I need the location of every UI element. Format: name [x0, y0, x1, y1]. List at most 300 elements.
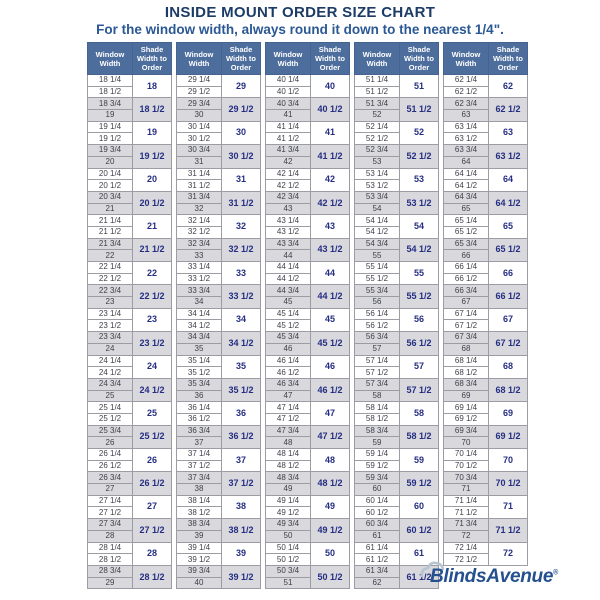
window-width-cell: 52 — [355, 110, 400, 122]
shade-width-cell: 56 1/2 — [400, 332, 439, 355]
window-width-cell: 53 1/4 — [355, 168, 400, 180]
window-width-cell: 61 — [355, 530, 400, 542]
window-width-cell: 42 — [266, 156, 311, 168]
table-row — [177, 168, 261, 180]
table-row — [177, 472, 261, 484]
table-row — [177, 495, 261, 507]
window-width-cell: 25 1/4 — [88, 402, 133, 414]
table-row — [266, 332, 350, 344]
table-row — [444, 75, 528, 87]
shade-width-cell: 26 1/2 — [133, 472, 172, 495]
window-width-cell: 24 1/2 — [88, 367, 133, 379]
window-width-cell: 20 1/4 — [88, 168, 133, 180]
window-width-cell: 50 1/2 — [266, 554, 311, 566]
shade-width-cell: 70 — [489, 449, 528, 472]
window-width-cell: 35 1/2 — [177, 367, 222, 379]
window-width-cell: 63 — [444, 110, 489, 122]
window-width-cell: 42 1/2 — [266, 180, 311, 192]
window-width-cell: 58 — [355, 390, 400, 402]
shade-width-cell: 67 1/2 — [489, 332, 528, 355]
window-width-cell: 48 3/4 — [266, 472, 311, 484]
window-width-cell: 70 — [444, 437, 489, 449]
window-width-cell: 30 3/4 — [177, 145, 222, 157]
shade-width-cell: 31 — [222, 168, 261, 191]
window-width-cell: 54 1/2 — [355, 226, 400, 238]
window-width-cell: 37 1/4 — [177, 449, 222, 461]
window-width-cell: 45 3/4 — [266, 332, 311, 344]
shade-width-cell: 19 — [133, 121, 172, 144]
shade-width-cell: 60 — [400, 495, 439, 518]
shade-width-cell: 72 — [489, 542, 528, 565]
table-row — [177, 332, 261, 344]
table-row — [88, 75, 172, 87]
table-row — [444, 449, 528, 461]
window-width-cell: 49 3/4 — [266, 519, 311, 531]
table-row — [266, 191, 350, 203]
window-width-cell: 65 — [444, 203, 489, 215]
shade-width-cell: 63 1/2 — [489, 145, 528, 168]
shade-width-cell: 25 — [133, 402, 172, 425]
shade-width-cell: 28 — [133, 542, 172, 565]
shade-width-cell: 22 — [133, 262, 172, 285]
window-width-cell: 40 3/4 — [266, 98, 311, 110]
shade-width-cell: 24 — [133, 355, 172, 378]
table-row — [266, 355, 350, 367]
table-row — [355, 121, 439, 133]
window-width-cell: 29 1/4 — [177, 75, 222, 87]
shade-width-cell: 42 — [311, 168, 350, 191]
table-row — [444, 285, 528, 297]
window-width-cell: 33 1/2 — [177, 273, 222, 285]
window-width-cell: 70 1/4 — [444, 449, 489, 461]
window-width-cell: 46 1/2 — [266, 367, 311, 379]
table-row — [88, 542, 172, 554]
window-width-cell: 23 1/4 — [88, 308, 133, 320]
window-width-cell: 36 — [177, 390, 222, 402]
shade-width-cell: 40 1/2 — [311, 98, 350, 121]
table-row — [88, 332, 172, 344]
shade-width-cell: 26 — [133, 449, 172, 472]
table-row — [266, 262, 350, 274]
shade-width-cell: 20 — [133, 168, 172, 191]
window-width-cell: 32 1/2 — [177, 226, 222, 238]
window-width-cell: 59 3/4 — [355, 472, 400, 484]
shade-width-cell: 21 1/2 — [133, 238, 172, 261]
chart-column-4 — [354, 42, 439, 589]
shade-width-cell: 43 1/2 — [311, 238, 350, 261]
window-width-cell: 21 1/4 — [88, 215, 133, 227]
table-row — [177, 308, 261, 320]
table-row — [88, 472, 172, 484]
table-row — [177, 519, 261, 531]
window-width-cell: 53 — [355, 156, 400, 168]
shade-width-cell: 61 — [400, 542, 439, 565]
window-width-cell: 68 1/4 — [444, 355, 489, 367]
window-width-cell: 55 1/2 — [355, 273, 400, 285]
shade-width-cell: 48 — [311, 449, 350, 472]
window-width-cell: 71 — [444, 484, 489, 496]
shade-width-cell: 31 1/2 — [222, 191, 261, 214]
shade-width-cell: 19 1/2 — [133, 145, 172, 168]
shade-width-cell: 56 — [400, 308, 439, 331]
table-row — [444, 98, 528, 110]
table-row — [177, 145, 261, 157]
shade-width-cell: 53 1/2 — [400, 191, 439, 214]
window-width-cell: 23 1/2 — [88, 320, 133, 332]
window-width-cell: 28 1/4 — [88, 542, 133, 554]
table-row — [444, 262, 528, 274]
shade-width-cell: 45 1/2 — [311, 332, 350, 355]
window-width-cell: 46 1/4 — [266, 355, 311, 367]
table-row — [355, 262, 439, 274]
window-width-cell: 57 3/4 — [355, 378, 400, 390]
shade-width-cell: 25 1/2 — [133, 425, 172, 448]
chart-column-1 — [87, 42, 172, 589]
window-width-cell: 56 1/4 — [355, 308, 400, 320]
shade-width-cell: 40 — [311, 75, 350, 98]
window-width-cell: 38 1/2 — [177, 507, 222, 519]
window-width-cell: 69 3/4 — [444, 425, 489, 437]
table-row — [88, 215, 172, 227]
table-row — [444, 495, 528, 507]
window-width-cell: 31 1/4 — [177, 168, 222, 180]
window-width-cell: 20 3/4 — [88, 191, 133, 203]
window-width-cell: 18 1/4 — [88, 75, 133, 87]
window-width-cell: 37 — [177, 437, 222, 449]
window-width-cell: 29 1/2 — [177, 86, 222, 98]
table-row — [177, 98, 261, 110]
table-row — [177, 238, 261, 250]
window-width-cell: 58 3/4 — [355, 425, 400, 437]
shade-width-cell: 46 1/2 — [311, 378, 350, 401]
table-row — [444, 519, 528, 531]
window-width-cell: 19 1/4 — [88, 121, 133, 133]
window-width-cell: 48 — [266, 437, 311, 449]
window-width-cell: 47 1/2 — [266, 413, 311, 425]
shade-width-cell: 50 — [311, 542, 350, 565]
table-row — [88, 262, 172, 274]
table-row — [444, 191, 528, 203]
window-width-cell: 71 1/2 — [444, 507, 489, 519]
table-row — [88, 308, 172, 320]
window-width-cell: 51 1/4 — [355, 75, 400, 87]
window-width-cell: 33 — [177, 250, 222, 262]
shade-width-cell: 62 — [489, 75, 528, 98]
window-width-cell: 34 1/4 — [177, 308, 222, 320]
table-row — [355, 378, 439, 390]
window-width-cell: 39 3/4 — [177, 565, 222, 577]
table-row — [444, 168, 528, 180]
window-width-cell: 55 1/4 — [355, 262, 400, 274]
window-width-cell: 30 — [177, 110, 222, 122]
window-width-cell: 56 1/2 — [355, 320, 400, 332]
window-width-cell: 43 — [266, 203, 311, 215]
window-width-cell: 56 — [355, 297, 400, 309]
window-width-cell: 43 1/4 — [266, 215, 311, 227]
window-width-cell: 68 — [444, 343, 489, 355]
window-width-cell: 70 1/2 — [444, 460, 489, 472]
window-width-cell: 29 3/4 — [177, 98, 222, 110]
table-row — [88, 402, 172, 414]
window-width-cell: 68 1/2 — [444, 367, 489, 379]
shade-width-cell: 53 — [400, 168, 439, 191]
table-row — [444, 121, 528, 133]
table-row — [355, 191, 439, 203]
table-row — [177, 425, 261, 437]
table-row — [355, 308, 439, 320]
window-width-cell: 19 1/2 — [88, 133, 133, 145]
table-row — [177, 565, 261, 577]
window-width-cell: 50 1/4 — [266, 542, 311, 554]
shade-width-cell: 33 1/2 — [222, 285, 261, 308]
window-width-cell: 49 1/4 — [266, 495, 311, 507]
shade-width-cell: 35 1/2 — [222, 378, 261, 401]
shade-width-header: Shade Width to Order — [311, 43, 350, 75]
window-width-cell: 63 3/4 — [444, 145, 489, 157]
shade-width-cell: 32 1/2 — [222, 238, 261, 261]
window-width-cell: 57 — [355, 343, 400, 355]
table-row — [266, 472, 350, 484]
shade-width-header: Shade Width to Order — [489, 43, 528, 75]
table-row — [88, 285, 172, 297]
shade-width-cell: 32 — [222, 215, 261, 238]
window-width-cell: 62 — [355, 577, 400, 589]
window-width-cell: 23 3/4 — [88, 332, 133, 344]
shade-width-cell: 55 — [400, 262, 439, 285]
window-width-cell: 55 3/4 — [355, 285, 400, 297]
shade-width-cell: 65 1/2 — [489, 238, 528, 261]
table-row — [177, 121, 261, 133]
table-row — [266, 542, 350, 554]
shade-width-cell: 61 1/2 — [400, 565, 439, 588]
table-row — [177, 191, 261, 203]
shade-width-header: Shade Width to Order — [222, 43, 261, 75]
window-width-cell: 59 1/2 — [355, 460, 400, 472]
window-width-cell: 71 3/4 — [444, 519, 489, 531]
window-width-cell: 63 1/4 — [444, 121, 489, 133]
table-row — [355, 355, 439, 367]
table-row — [266, 98, 350, 110]
window-width-cell: 47 3/4 — [266, 425, 311, 437]
window-width-cell: 60 1/4 — [355, 495, 400, 507]
table-row — [177, 262, 261, 274]
window-width-cell: 19 3/4 — [88, 145, 133, 157]
shade-width-cell: 68 — [489, 355, 528, 378]
window-width-cell: 62 3/4 — [444, 98, 489, 110]
table-row — [88, 495, 172, 507]
table-row — [355, 495, 439, 507]
blindsavenue-logo — [420, 558, 580, 592]
window-width-cell: 59 1/4 — [355, 449, 400, 461]
window-width-cell: 52 1/2 — [355, 133, 400, 145]
shade-width-cell: 54 — [400, 215, 439, 238]
shade-width-cell: 22 1/2 — [133, 285, 172, 308]
shade-width-cell: 36 1/2 — [222, 425, 261, 448]
window-width-cell: 67 3/4 — [444, 332, 489, 344]
window-width-cell: 22 3/4 — [88, 285, 133, 297]
window-width-cell: 64 1/2 — [444, 180, 489, 192]
shade-width-cell: 62 1/2 — [489, 98, 528, 121]
table-row — [355, 449, 439, 461]
table-row — [444, 215, 528, 227]
table-row — [266, 449, 350, 461]
window-width-cell: 35 3/4 — [177, 378, 222, 390]
shade-width-cell: 28 1/2 — [133, 565, 172, 588]
shade-width-cell: 52 — [400, 121, 439, 144]
logo-trademark: ® — [553, 569, 558, 577]
window-width-cell: 57 1/4 — [355, 355, 400, 367]
shade-width-cell: 49 — [311, 495, 350, 518]
window-width-cell: 22 1/4 — [88, 262, 133, 274]
chart-column-2 — [176, 42, 261, 589]
shade-width-cell: 34 1/2 — [222, 332, 261, 355]
window-width-cell: 28 — [88, 530, 133, 542]
shade-width-cell: 20 1/2 — [133, 191, 172, 214]
window-width-cell: 21 — [88, 203, 133, 215]
shade-width-cell: 71 1/2 — [489, 519, 528, 542]
window-width-cell: 24 3/4 — [88, 378, 133, 390]
window-width-cell: 61 1/2 — [355, 554, 400, 566]
window-width-cell: 24 — [88, 343, 133, 355]
window-width-cell: 65 1/4 — [444, 215, 489, 227]
window-width-header: Window Width — [177, 43, 222, 75]
window-width-cell: 51 1/2 — [355, 86, 400, 98]
size-chart — [87, 42, 528, 589]
window-width-cell: 53 1/2 — [355, 180, 400, 192]
shade-width-cell: 59 1/2 — [400, 472, 439, 495]
table-row — [355, 75, 439, 87]
window-width-cell: 58 1/4 — [355, 402, 400, 414]
shade-width-cell: 23 1/2 — [133, 332, 172, 355]
window-width-cell: 67 1/4 — [444, 308, 489, 320]
window-width-cell: 26 — [88, 437, 133, 449]
window-width-cell: 18 3/4 — [88, 98, 133, 110]
window-width-cell: 29 — [88, 577, 133, 589]
shade-width-cell: 36 — [222, 402, 261, 425]
table-row — [88, 168, 172, 180]
shade-width-cell: 68 1/2 — [489, 378, 528, 401]
window-width-cell: 23 — [88, 297, 133, 309]
window-width-cell: 51 — [266, 577, 311, 589]
shade-width-cell: 50 1/2 — [311, 565, 350, 588]
window-width-cell: 39 — [177, 530, 222, 542]
window-width-header: Window Width — [355, 43, 400, 75]
shade-width-cell: 34 — [222, 308, 261, 331]
window-width-cell: 67 1/2 — [444, 320, 489, 332]
shade-width-cell: 18 — [133, 75, 172, 98]
window-width-cell: 52 3/4 — [355, 145, 400, 157]
window-width-cell: 38 — [177, 484, 222, 496]
window-width-cell: 64 3/4 — [444, 191, 489, 203]
shade-width-cell: 30 1/2 — [222, 145, 261, 168]
table-row — [266, 285, 350, 297]
window-width-cell: 61 3/4 — [355, 565, 400, 577]
table-row — [266, 75, 350, 87]
window-width-cell: 36 1/2 — [177, 413, 222, 425]
table-row — [444, 332, 528, 344]
window-width-cell: 54 1/4 — [355, 215, 400, 227]
window-width-cell: 21 3/4 — [88, 238, 133, 250]
window-width-cell: 40 1/2 — [266, 86, 311, 98]
shade-width-cell: 51 1/2 — [400, 98, 439, 121]
window-width-cell: 20 1/2 — [88, 180, 133, 192]
table-row — [266, 215, 350, 227]
shade-width-cell: 30 — [222, 121, 261, 144]
window-width-cell: 45 1/2 — [266, 320, 311, 332]
window-width-cell: 65 1/2 — [444, 226, 489, 238]
window-width-cell: 24 1/4 — [88, 355, 133, 367]
table-row — [444, 145, 528, 157]
shade-width-cell: 24 1/2 — [133, 378, 172, 401]
shade-width-cell: 49 1/2 — [311, 519, 350, 542]
table-row — [177, 402, 261, 414]
shade-width-cell: 48 1/2 — [311, 472, 350, 495]
shade-width-cell: 60 1/2 — [400, 519, 439, 542]
shade-width-cell: 47 1/2 — [311, 425, 350, 448]
shade-width-cell: 64 — [489, 168, 528, 191]
window-width-cell: 53 3/4 — [355, 191, 400, 203]
window-width-cell: 70 3/4 — [444, 472, 489, 484]
logo-text — [430, 566, 558, 588]
window-width-cell: 36 3/4 — [177, 425, 222, 437]
window-width-cell: 66 — [444, 250, 489, 262]
window-width-cell: 45 — [266, 297, 311, 309]
shade-width-cell: 54 1/2 — [400, 238, 439, 261]
window-width-cell: 65 3/4 — [444, 238, 489, 250]
window-width-cell: 49 1/2 — [266, 507, 311, 519]
window-width-cell: 38 1/4 — [177, 495, 222, 507]
shade-width-cell: 44 1/2 — [311, 285, 350, 308]
window-width-cell: 34 3/4 — [177, 332, 222, 344]
table-row — [88, 355, 172, 367]
table-row — [177, 75, 261, 87]
window-width-cell: 72 — [444, 530, 489, 542]
window-width-cell: 41 — [266, 110, 311, 122]
table-row — [88, 449, 172, 461]
shade-width-cell: 29 1/2 — [222, 98, 261, 121]
table-row — [266, 238, 350, 250]
window-width-cell: 69 — [444, 390, 489, 402]
shade-width-cell: 66 1/2 — [489, 285, 528, 308]
shade-width-cell: 64 1/2 — [489, 191, 528, 214]
shade-width-cell: 41 1/2 — [311, 145, 350, 168]
window-width-cell: 39 1/4 — [177, 542, 222, 554]
shade-width-cell: 41 — [311, 121, 350, 144]
table-row — [355, 332, 439, 344]
window-width-cell: 44 1/4 — [266, 262, 311, 274]
shade-width-cell: 33 — [222, 262, 261, 285]
shade-width-cell: 55 1/2 — [400, 285, 439, 308]
window-width-cell: 41 1/4 — [266, 121, 311, 133]
shade-width-cell: 21 — [133, 215, 172, 238]
shade-width-cell: 37 — [222, 449, 261, 472]
window-width-cell: 27 1/2 — [88, 507, 133, 519]
table-row — [444, 425, 528, 437]
shade-width-cell: 58 1/2 — [400, 425, 439, 448]
window-width-cell: 22 1/2 — [88, 273, 133, 285]
window-width-cell: 18 1/2 — [88, 86, 133, 98]
window-width-cell: 37 1/2 — [177, 460, 222, 472]
window-width-cell: 44 3/4 — [266, 285, 311, 297]
window-width-cell: 67 — [444, 297, 489, 309]
window-width-cell: 20 — [88, 156, 133, 168]
window-width-cell: 31 3/4 — [177, 191, 222, 203]
window-width-cell: 30 1/2 — [177, 133, 222, 145]
chart-title: INSIDE MOUNT ORDER SIZE CHART — [164, 4, 436, 21]
shade-width-header: Shade Width to Order — [133, 43, 172, 75]
table-row — [266, 519, 350, 531]
window-width-cell: 56 3/4 — [355, 332, 400, 344]
